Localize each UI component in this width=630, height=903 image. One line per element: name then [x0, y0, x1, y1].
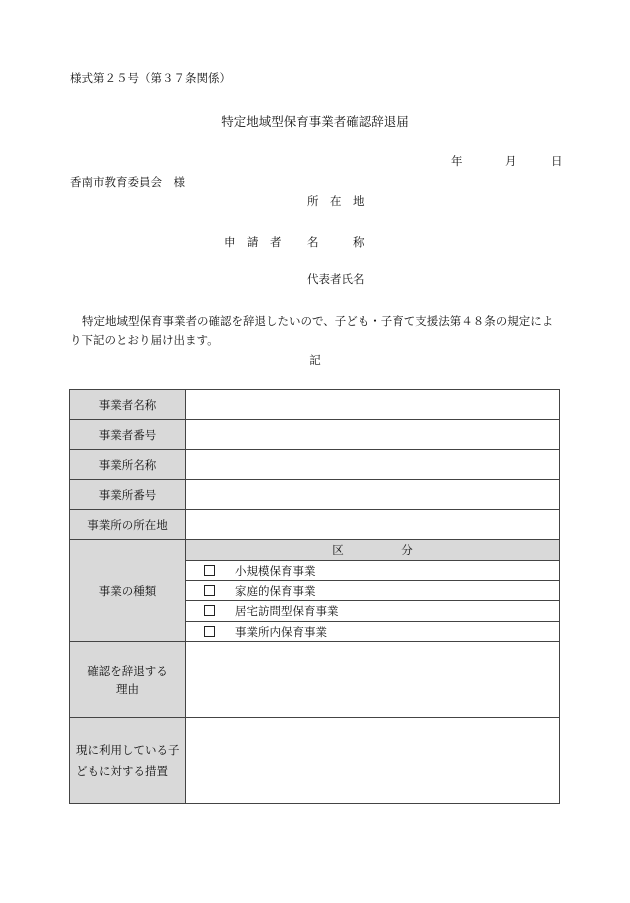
applicant-address-label: 所 在 地	[307, 194, 365, 208]
category-header: 区 分	[186, 540, 560, 561]
checkbox-icon[interactable]	[204, 585, 215, 596]
option-small-scale[interactable]	[186, 561, 560, 581]
measures-label	[70, 718, 186, 804]
business-number-label: 事業者番号	[70, 420, 186, 450]
body-text: 特定地域型保育事業者の確認を辞退したいので、子ども・子育て支援法第４８条の規定により下記のとおり届け出ます。	[70, 314, 554, 347]
option-label: 小規模保育事業	[235, 563, 316, 578]
office-name-label: 事業所名称	[70, 450, 186, 480]
table-row	[70, 420, 560, 450]
business-type-label: 事業の種類	[70, 540, 186, 642]
notification-table	[69, 389, 560, 804]
applicant-name-label: 名 称	[307, 235, 365, 249]
date-day-label: 日	[551, 154, 563, 168]
option-label: 居宅訪問型保育事業	[235, 604, 339, 618]
checkbox-icon[interactable]	[204, 565, 215, 576]
option-home-based[interactable]	[186, 581, 560, 601]
option-label: 事業所内保育事業	[235, 624, 327, 639]
option-label: 家庭的保育事業	[235, 583, 316, 598]
withdrawal-reason-line2: 理由	[116, 681, 139, 696]
table-row	[70, 642, 560, 718]
table-row	[70, 450, 560, 480]
office-address-label: 事業所の所在地	[70, 510, 186, 540]
applicant-label: 申 請 者	[224, 235, 282, 249]
measures-line1: 現に利用している子	[76, 742, 180, 757]
table-row	[70, 510, 560, 540]
measures-line2: どもに対する措置	[76, 763, 168, 778]
table-row	[70, 390, 560, 420]
withdrawal-reason-field[interactable]	[186, 642, 560, 718]
checkbox-icon[interactable]	[204, 626, 215, 637]
representative-name-label: 代表者氏名	[307, 272, 365, 286]
measures-field[interactable]	[186, 718, 560, 804]
withdrawal-reason-label	[70, 642, 186, 718]
ki-heading: 記	[309, 353, 321, 367]
form-code: 様式第２５号（第３７条関係）	[70, 71, 231, 85]
withdrawal-reason-line1: 確認を辞退する	[87, 663, 168, 678]
office-address-field[interactable]	[186, 510, 560, 540]
checkbox-icon[interactable]	[204, 605, 215, 616]
office-name-field[interactable]	[186, 450, 560, 480]
office-number-field[interactable]	[186, 480, 560, 510]
option-home-visit[interactable]	[186, 601, 560, 622]
date-month-label: 月	[505, 154, 517, 168]
date-year-label: 年	[451, 154, 463, 168]
office-number-label: 事業所番号	[70, 480, 186, 510]
table-row	[70, 718, 560, 804]
table-row	[70, 480, 560, 510]
option-in-house[interactable]	[186, 622, 560, 642]
business-name-label: 事業者名称	[70, 390, 186, 420]
addressee: 香南市教育委員会 様	[70, 175, 185, 189]
table-row	[70, 540, 560, 561]
business-number-field[interactable]	[186, 420, 560, 450]
document-title: 特定地域型保育事業者確認辞退届	[221, 114, 409, 129]
business-name-field[interactable]	[186, 390, 560, 420]
